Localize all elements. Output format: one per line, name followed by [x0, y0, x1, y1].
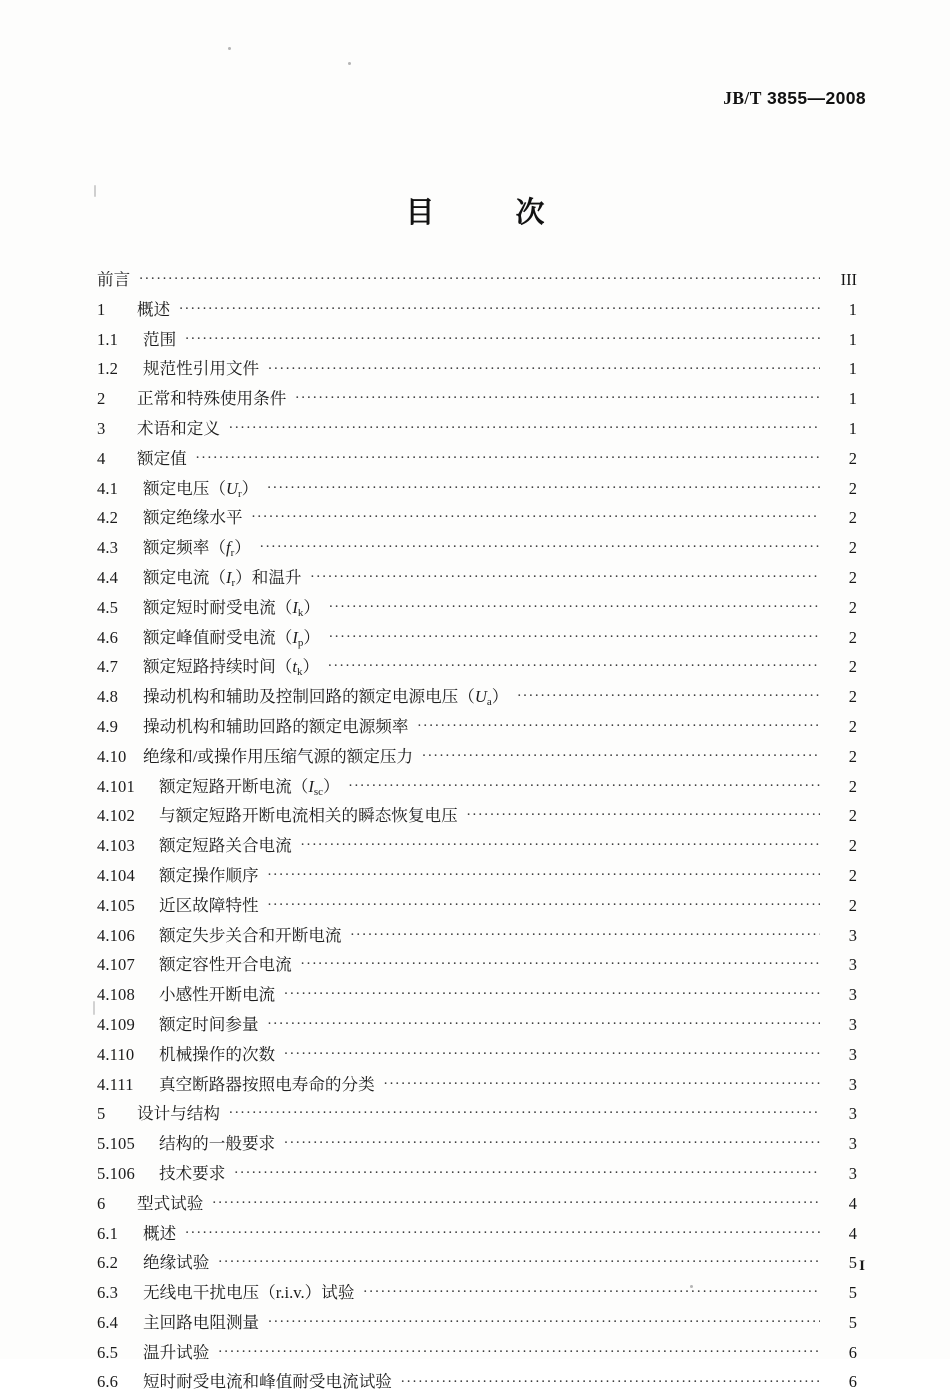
toc-entry-page: 3	[848, 1014, 857, 1034]
toc-entry-page: 2	[848, 776, 857, 796]
toc-entry-label: 小感性开断电流	[159, 985, 276, 1005]
toc-entry-label: 主回路电阻测量	[143, 1312, 260, 1332]
toc-entry[interactable]	[97, 415, 857, 445]
toc-entry[interactable]	[97, 981, 857, 1011]
toc-leader-dots	[196, 447, 820, 464]
toc-entry-page: 5	[848, 1312, 857, 1332]
toc-entry-number: 6	[97, 1193, 106, 1213]
toc-entry-label: 额定失步关合和开断电流	[159, 925, 342, 945]
toc-entry[interactable]	[97, 832, 857, 862]
toc-entry-number: 6.2	[97, 1253, 119, 1273]
toc-entry-page: 5	[848, 1283, 857, 1303]
toc-entry[interactable]	[97, 951, 857, 981]
toc-entry-label: 操动机构和辅助回路的额定电源频率	[143, 716, 409, 736]
toc-entry-label: 额定短路关合电流	[159, 836, 292, 856]
toc-entry[interactable]	[97, 504, 857, 534]
toc-entry-page: 6	[848, 1372, 857, 1392]
toc-entry-label: 机械操作的次数	[159, 1044, 276, 1064]
toc-leader-dots	[268, 1013, 820, 1030]
toc-leader-dots	[229, 1103, 820, 1120]
toc-entry[interactable]	[97, 1249, 857, 1279]
standard-number-header	[723, 88, 866, 109]
toc-entry-number: 4.111	[97, 1074, 134, 1094]
toc-leader-dots	[467, 805, 820, 822]
toc-entry-label: 概述	[143, 1223, 177, 1243]
toc-entry-number: 4.109	[97, 1014, 135, 1034]
toc-entry-page: 3	[848, 1074, 857, 1094]
toc-entry[interactable]	[97, 534, 857, 564]
toc-entry-label: 额定电流$(I_r)$和温升	[143, 567, 302, 590]
toc-entry[interactable]	[97, 1160, 857, 1190]
toc-entry-number: 4.103	[97, 836, 135, 856]
toc-leader-dots	[218, 1341, 820, 1358]
toc-entry-page: 2	[848, 746, 857, 766]
toc-entry[interactable]	[97, 892, 857, 922]
toc-leader-dots	[234, 1162, 820, 1179]
toc-entry-page: III	[840, 270, 857, 289]
toc-leader-dots	[329, 626, 820, 643]
toc-leader-dots	[349, 775, 820, 792]
toc-entry-label: 近区故障特性	[159, 895, 259, 915]
toc-entry-label: 额定短路持续时间$(t_k)$	[143, 657, 320, 679]
toc-entry[interactable]	[97, 862, 857, 892]
toc-entry-label: 额定操作顺序	[159, 865, 259, 885]
toc-entry-number: 4.9	[97, 716, 119, 736]
toc-entry-label: 额定峰值耐受电流$(I_p)$	[143, 627, 320, 649]
toc-entry-page: 3	[848, 1134, 857, 1154]
toc-entry-page: 2	[848, 478, 857, 498]
toc-entry-number: 5.105	[97, 1134, 135, 1154]
toc-entry[interactable]	[97, 802, 857, 832]
toc-entry-number: 4.106	[97, 925, 135, 945]
toc-entry[interactable]	[97, 355, 857, 385]
toc-entry-page: 1	[848, 389, 857, 409]
toc-entry-label: 术语和定义	[137, 418, 220, 438]
toc-entry[interactable]	[97, 1190, 857, 1220]
toc-entry-label: 真空断路器按照电寿命的分类	[159, 1074, 375, 1094]
toc-entry[interactable]	[97, 1071, 857, 1101]
toc-entry[interactable]	[97, 445, 857, 475]
toc-entry-number: 5	[97, 1104, 106, 1124]
toc-leader-dots	[179, 298, 820, 315]
toc-leader-dots	[351, 924, 820, 941]
toc-leader-dots	[229, 417, 820, 434]
toc-entry[interactable]	[97, 653, 857, 683]
toc-entry-label: 技术要求	[159, 1163, 226, 1183]
toc-entry-page: 2	[848, 865, 857, 885]
toc-leader-dots	[185, 328, 820, 345]
toc-entry-page: 2	[848, 687, 857, 707]
toc-entry-page: 3	[848, 925, 857, 945]
toc-entry[interactable]	[97, 1130, 857, 1160]
toc-entry-number: 6.6	[97, 1372, 119, 1392]
toc-entry[interactable]	[97, 773, 857, 803]
toc-entry-page: 4	[848, 1193, 857, 1213]
toc-entry[interactable]	[97, 326, 857, 356]
toc-entry-label: 额定短时耐受电流$(I_k)$	[143, 597, 320, 619]
toc-entry-page: 2	[848, 567, 857, 587]
toc-entry-label: 操动机构和辅助及控制回路的额定电源电压$(U_a)$	[143, 687, 509, 709]
toc-entry-number: 4.108	[97, 985, 135, 1005]
toc-entry-number: 4.102	[97, 806, 135, 826]
toc-entry-number: 1.1	[97, 329, 119, 349]
toc-entry-page: 3	[848, 1163, 857, 1183]
toc-entry[interactable]	[97, 1220, 857, 1250]
toc-leader-dots	[218, 1252, 820, 1269]
toc-entry[interactable]	[97, 713, 857, 743]
toc-entry[interactable]	[97, 683, 857, 713]
toc-entry-page: 2	[848, 597, 857, 617]
toc-entry-number: 5.106	[97, 1163, 135, 1183]
folio-page-number: I	[859, 1258, 865, 1274]
toc-leader-dots	[301, 835, 820, 852]
toc-entry-number: 2	[97, 389, 106, 409]
toc-entry-page: 2	[848, 836, 857, 856]
toc-entry-number: 4.5	[97, 597, 119, 617]
toc-leader-dots	[268, 1311, 820, 1328]
toc-entry[interactable]	[97, 266, 857, 296]
toc-entry-label: 型式试验	[137, 1193, 204, 1213]
toc-entry[interactable]	[97, 594, 857, 624]
toc-entry-label: 概述	[137, 299, 171, 319]
toc-leader-dots	[363, 1282, 820, 1299]
toc-entry-label: 额定绝缘水平	[143, 508, 243, 528]
toc-entry-number: 1.2	[97, 359, 119, 379]
toc-leader-dots	[295, 388, 820, 405]
toc-entry-page: 2	[848, 448, 857, 468]
toc-entry[interactable]	[97, 564, 857, 594]
toc-entry-page: 2	[848, 657, 857, 677]
toc-entry-label: 无线电干扰电压（r.i.v.）试验	[143, 1283, 355, 1303]
toc-entry[interactable]	[97, 1011, 857, 1041]
toc-leader-dots	[418, 715, 821, 732]
toc-entry-number: 6.3	[97, 1283, 119, 1303]
toc-entry-number: 6.4	[97, 1312, 119, 1332]
toc-leader-dots	[268, 894, 820, 911]
toc-entry-number: 4.101	[97, 776, 135, 796]
toc-entry-label: 额定值	[137, 448, 187, 468]
toc-entry[interactable]	[97, 743, 857, 773]
scan-speckle	[348, 62, 351, 65]
toc-entry-label: 绝缘试验	[143, 1253, 210, 1273]
toc-entry-label: 短时耐受电流和峰值耐受电流试验	[143, 1372, 392, 1392]
toc-leader-dots	[517, 686, 820, 703]
standard-prefix: JB/T	[723, 88, 762, 108]
toc-entry-label: 温升试验	[143, 1342, 210, 1362]
toc-leader-dots	[284, 1133, 820, 1150]
toc-entry[interactable]	[97, 1041, 857, 1071]
toc-entry-page: 2	[848, 627, 857, 647]
toc-entry-number: 4.4	[97, 567, 119, 587]
toc-entry[interactable]	[97, 1309, 857, 1339]
toc-entry-number: 4	[97, 448, 106, 468]
toc-leader-dots	[268, 358, 820, 375]
table-of-contents	[97, 266, 857, 1398]
toc-entry[interactable]	[97, 922, 857, 952]
toc-entry-page: 4	[848, 1223, 857, 1243]
toc-entry-number: 4.3	[97, 538, 119, 558]
toc-entry-label: 额定短路开断电流$(I_{sc})$	[159, 776, 340, 798]
toc-entry-label: 范围	[143, 329, 177, 349]
toc-leader-dots	[329, 596, 820, 613]
toc-leader-dots	[252, 507, 820, 524]
toc-entry-number: 3	[97, 418, 106, 438]
page-title: 目 次	[405, 197, 571, 229]
toc-entry-page: 1	[848, 418, 857, 438]
toc-entry-page: 3	[848, 1044, 857, 1064]
toc-entry-number: 4.110	[97, 1044, 135, 1064]
toc-entry-page: 2	[848, 716, 857, 736]
scan-speckle	[93, 1001, 95, 1015]
toc-entry-page: 6	[848, 1342, 857, 1362]
toc-leader-dots	[422, 745, 820, 762]
toc-leader-dots	[401, 1371, 820, 1388]
toc-leader-dots	[311, 566, 820, 583]
toc-entry-page: 2	[848, 806, 857, 826]
toc-entry-page: 2	[848, 508, 857, 528]
toc-entry-label: 设计与结构	[137, 1104, 220, 1124]
toc-leader-dots	[185, 1222, 820, 1239]
toc-leader-dots	[267, 477, 820, 494]
toc-leader-dots	[260, 537, 820, 554]
toc-leader-dots	[284, 984, 820, 1001]
toc-entry-number: 4.8	[97, 687, 119, 707]
toc-entry[interactable]	[97, 1279, 857, 1309]
toc-entry[interactable]	[97, 475, 857, 505]
toc-entry-page: 1	[848, 329, 857, 349]
toc-entry-page: 5	[848, 1253, 857, 1273]
toc-leader-dots	[212, 1192, 820, 1209]
toc-entry-label: 额定时间参量	[159, 1014, 259, 1034]
toc-leader-dots	[284, 1043, 820, 1060]
toc-entry-label: 前言	[97, 270, 131, 289]
toc-leader-dots	[384, 1073, 820, 1090]
toc-entry-number: 4.104	[97, 865, 135, 885]
standard-number: 3855—2008	[767, 88, 866, 108]
toc-entry-label: 额定频率$(f_r)$	[143, 538, 251, 560]
toc-entry[interactable]	[97, 1368, 857, 1398]
toc-entry[interactable]	[97, 624, 857, 654]
toc-entry-number: 4.105	[97, 895, 135, 915]
toc-entry[interactable]	[97, 296, 857, 326]
toc-entry-number: 4.10	[97, 746, 127, 766]
toc-leader-dots	[139, 268, 820, 285]
toc-entry-page: 2	[848, 538, 857, 558]
toc-entry[interactable]	[97, 1100, 857, 1130]
toc-entry-label: 结构的一般要求	[159, 1134, 276, 1154]
scan-speckle	[228, 47, 231, 50]
toc-entry[interactable]	[97, 385, 857, 415]
toc-entry-number: 4.107	[97, 955, 135, 975]
toc-entry-number: 6.5	[97, 1342, 119, 1362]
toc-entry-number: 4.2	[97, 508, 119, 528]
toc-entry-number: 4.7	[97, 657, 119, 677]
toc-entry-number: 4.1	[97, 478, 119, 498]
toc-entry-number: 4.6	[97, 627, 119, 647]
toc-entry-label: 正常和特殊使用条件	[137, 389, 287, 409]
toc-leader-dots	[268, 864, 820, 881]
toc-entry-page: 2	[848, 895, 857, 915]
toc-entry-label: 绝缘和/或操作用压缩气源的额定压力	[143, 746, 414, 766]
toc-entry-label: 与额定短路开断电流相关的瞬态恢复电压	[159, 806, 458, 826]
toc-entry-label: 额定电压$(U_r)$	[143, 478, 259, 500]
toc-entry-page: 3	[848, 985, 857, 1005]
toc-entry-page: 3	[848, 955, 857, 975]
toc-entry-label: 规范性引用文件	[143, 359, 260, 379]
toc-leader-dots	[301, 954, 820, 971]
toc-entry-page: 3	[848, 1104, 857, 1124]
toc-entry-page: 1	[848, 359, 857, 379]
toc-entry-page: 1	[848, 299, 857, 319]
toc-leader-dots	[328, 656, 820, 673]
toc-entry-number: 6.1	[97, 1223, 119, 1243]
toc-entry-label: 额定容性开合电流	[159, 955, 292, 975]
toc-entry[interactable]	[97, 1339, 857, 1369]
toc-entry-number: 1	[97, 299, 106, 319]
